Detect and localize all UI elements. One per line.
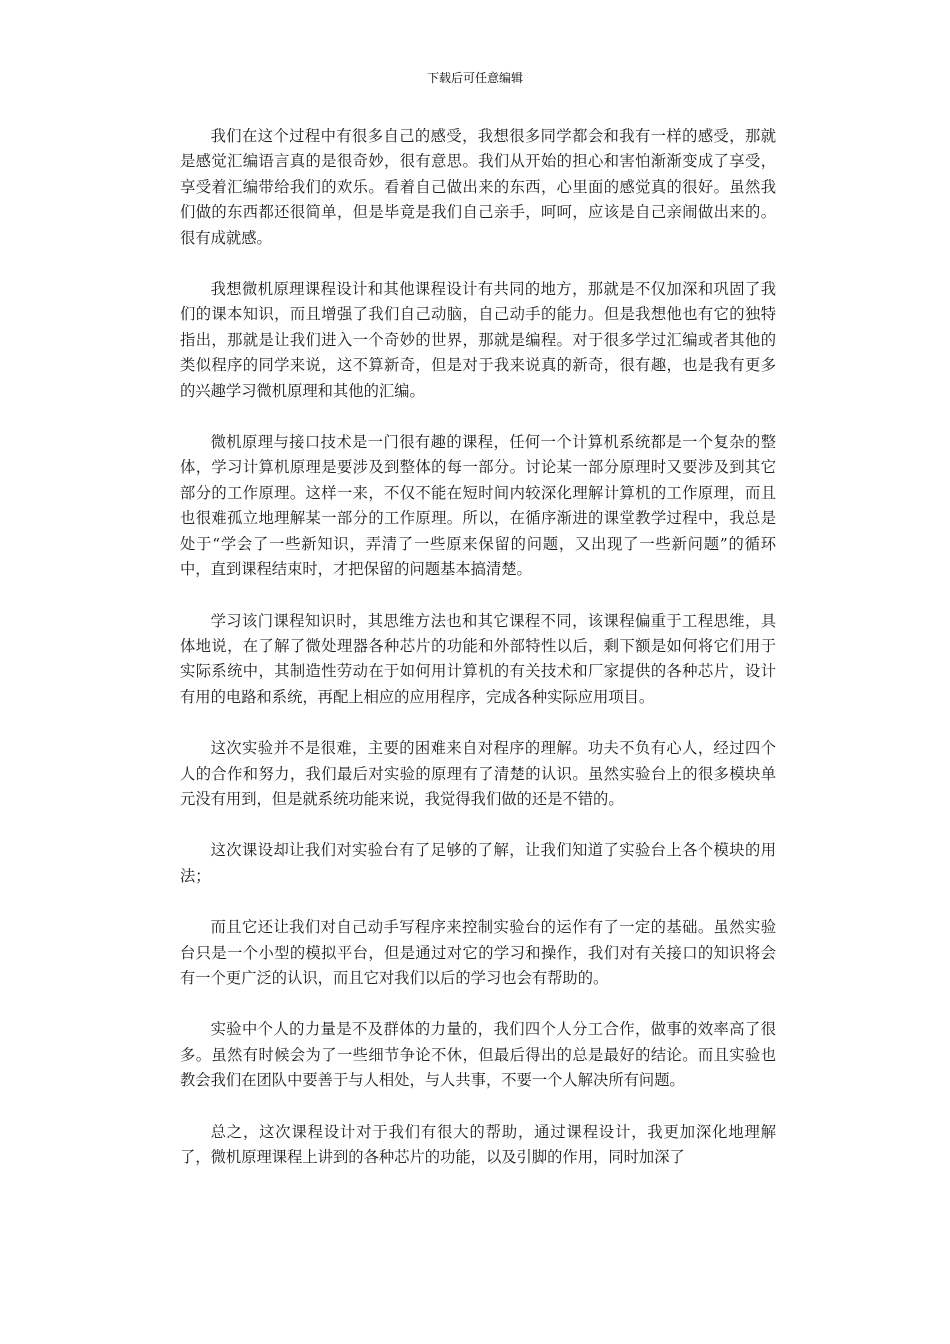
paragraph-1: 我们在这个过程中有很多自己的感受，我想很多同学都会和我有一样的感受，那就是感觉汇编语言真的是很奇妙，很有意思。我们从开始的担心和害怕渐渐变成了享受，享受着汇编带给我们的欢乐。看着自己做出来的东西，心里面的感觉真的很好。虽然我们做的东西都还很简单，但是毕竟是我们自己亲手，呵呵，应该是自己亲闹做出来的。很有成就感。: [180, 127, 776, 247]
paragraph-6: 这次课设却让我们对实验台有了足够的了解，让我们知道了实验台上各个模块的用法；: [180, 841, 776, 885]
paragraph-5: 这次实验并不是很难，主要的困难来自对程序的理解。功夫不负有心人，经过四个人的合作和努力，我们最后对实验的原理有了清楚的认识。虽然实验台上的很多模块单元没有用到，但是就系统功能来说，我觉得我们做的还是不错的。: [180, 739, 776, 808]
header-note: 下载后可任意编辑: [426, 71, 523, 85]
paragraph-7: 而且它还让我们对自己动手写程序来控制实验台的运作有了一定的基础。虽然实验台只是一个小型的模拟平台，但是通过对它的学习和操作，我们对有关接口的知识将会有一个更广泛的认识，而且它对我们以后的学习也会有帮助的。: [180, 918, 776, 987]
paragraph-3: 微机原理与接口技术是一门很有趣的课程，任何一个计算机系统都是一个复杂的整体，学习计算机原理是要涉及到整体的每一部分。讨论某一部分原理时又要涉及到其它部分的工作原理。这样一来，不仅不能在短时间内较深化理解计算机的工作原理，而且也很难孤立地理解某一部分的工作原理。所以，在循序渐进的课堂教学过程中，我总是处于“学会了一些新知识，弄清了一些原来保留的问题，又出现了一些新问题”的循环中，直到课程结束时，才把保留的问题基本搞清楚。: [180, 433, 776, 579]
paragraph-9: 总之，这次课程设计对于我们有很大的帮助，通过课程设计，我更加深化地理解了，微机原理课程上讲到的各种芯片的功能，以及引脚的作用，同时加深了: [180, 1122, 776, 1166]
paragraph-4: 学习该门课程知识时，其思维方法也和其它课程不同，该课程偏重于工程思维，具体地说，在了解了微处理器各种芯片的功能和外部特性以后，剩下额是如何将它们用于实际系统中，其制造性劳动在于如何用计算机的有关技术和厂家提供的各种芯片，设计有用的电路和系统，再配上相应的应用程序，完成各种实际应用项目。: [180, 611, 776, 706]
paragraph-8: 实验中个人的力量是不及群体的力量的，我们四个人分工合作，做事的效率高了很多。虽然有时候会为了一些细节争论不休，但最后得出的总是最好的结论。而且实验也教会我们在团队中要善于与人相处，与人共事，不要一个人解决所有问题。: [180, 1020, 776, 1090]
paragraph-2: 我想微机原理课程设计和其他课程设计有共同的地方，那就是不仅加深和巩固了我们的课本知识，而且增强了我们自己动脑，自己动手的能力。但是我想他也有它的独特指出，那就是让我们进入一个奇妙的世界，那就是编程。对于很多学过汇编或者其他的类似程序的同学来说，这不算新奇，但是对于我来说真的新奇，很有趣，也是我有更多的兴趣学习微机原理和其他的汇编。: [180, 280, 776, 400]
document-body: [180, 124, 776, 1196]
